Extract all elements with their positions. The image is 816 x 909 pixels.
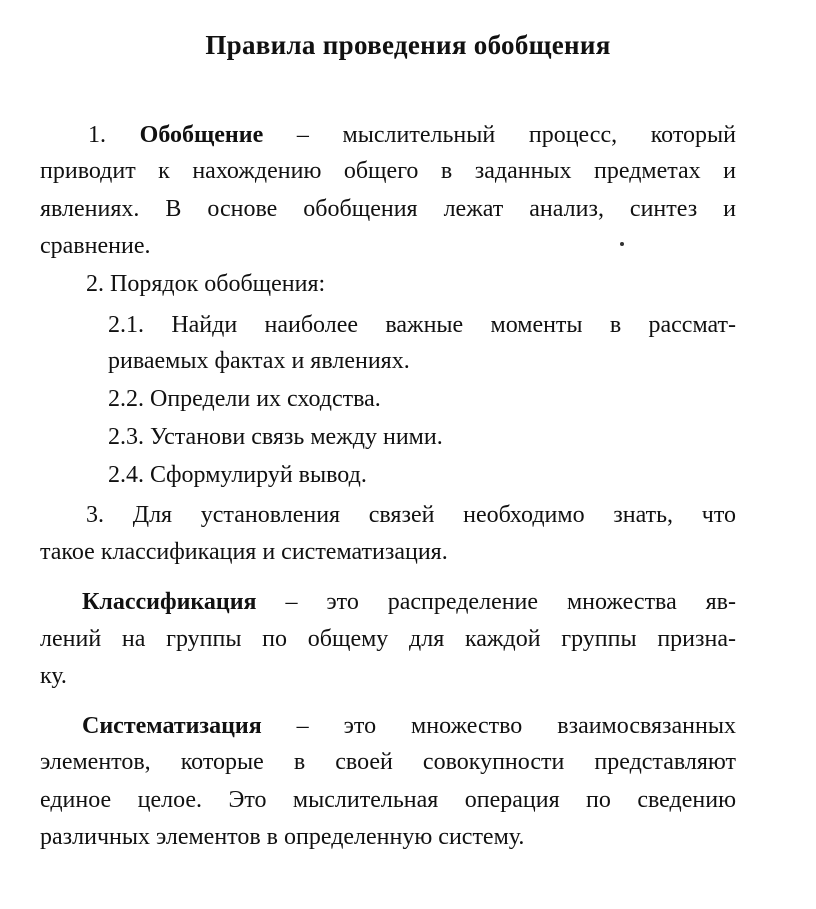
systematization-line1-rest: – это множество взаимосвязанных: [296, 713, 736, 739]
page-title: Правила проведения обобщения: [205, 30, 611, 60]
systematization-line-2: элементов, которые в своей совокупности представляют: [40, 749, 736, 775]
systematization-line-4: различных элементов в определенную систему.: [40, 824, 525, 850]
classification-line-1: [82, 587, 736, 617]
p1-number: 1.: [88, 122, 106, 148]
p1-line-2: приводит к нахождению общего в заданных предметах и: [40, 158, 736, 184]
systematization-term: Систематизация: [82, 713, 262, 739]
classification-term: Классификация: [82, 589, 257, 615]
systematization-line-1: [82, 711, 736, 741]
p1-line-3: явлениях. В основе обобщения лежат анализ, синтез и: [40, 196, 736, 222]
p1-line-1: [88, 120, 736, 150]
systematization-line-3: единое целое. Это мыслительная операция по сведению: [40, 787, 736, 813]
p3-line-1: 3. Для установления связей необходимо знать, что: [86, 502, 736, 528]
classification-line-2: лений на группы по общему для каждой группы призна-: [40, 626, 736, 652]
p2-s4: 2.4. Сформулируй вывод.: [108, 462, 367, 488]
p1-line-4: сравнение.: [40, 233, 151, 259]
p2-s2: 2.2. Определи их сходства.: [108, 386, 381, 412]
classification-line1-rest: – это распределение множества яв-: [285, 589, 736, 615]
p2-s3: 2.3. Установи связь между ними.: [108, 424, 443, 450]
p2-s1-line-1: 2.1. Найди наиболее важные моменты в рассмат-: [108, 312, 736, 338]
p1-line1-rest: – мыслительный процесс, который: [296, 122, 737, 148]
p1-term: Обобщение: [139, 122, 264, 148]
p2-heading: 2. Порядок обобщения:: [86, 271, 326, 297]
scan-speck: [620, 242, 624, 246]
classification-line-3: ку.: [40, 663, 67, 689]
p2-s1-line-2: риваемых фактах и явлениях.: [108, 348, 410, 374]
p3-line-2: такое классификация и систематизация.: [40, 539, 448, 565]
